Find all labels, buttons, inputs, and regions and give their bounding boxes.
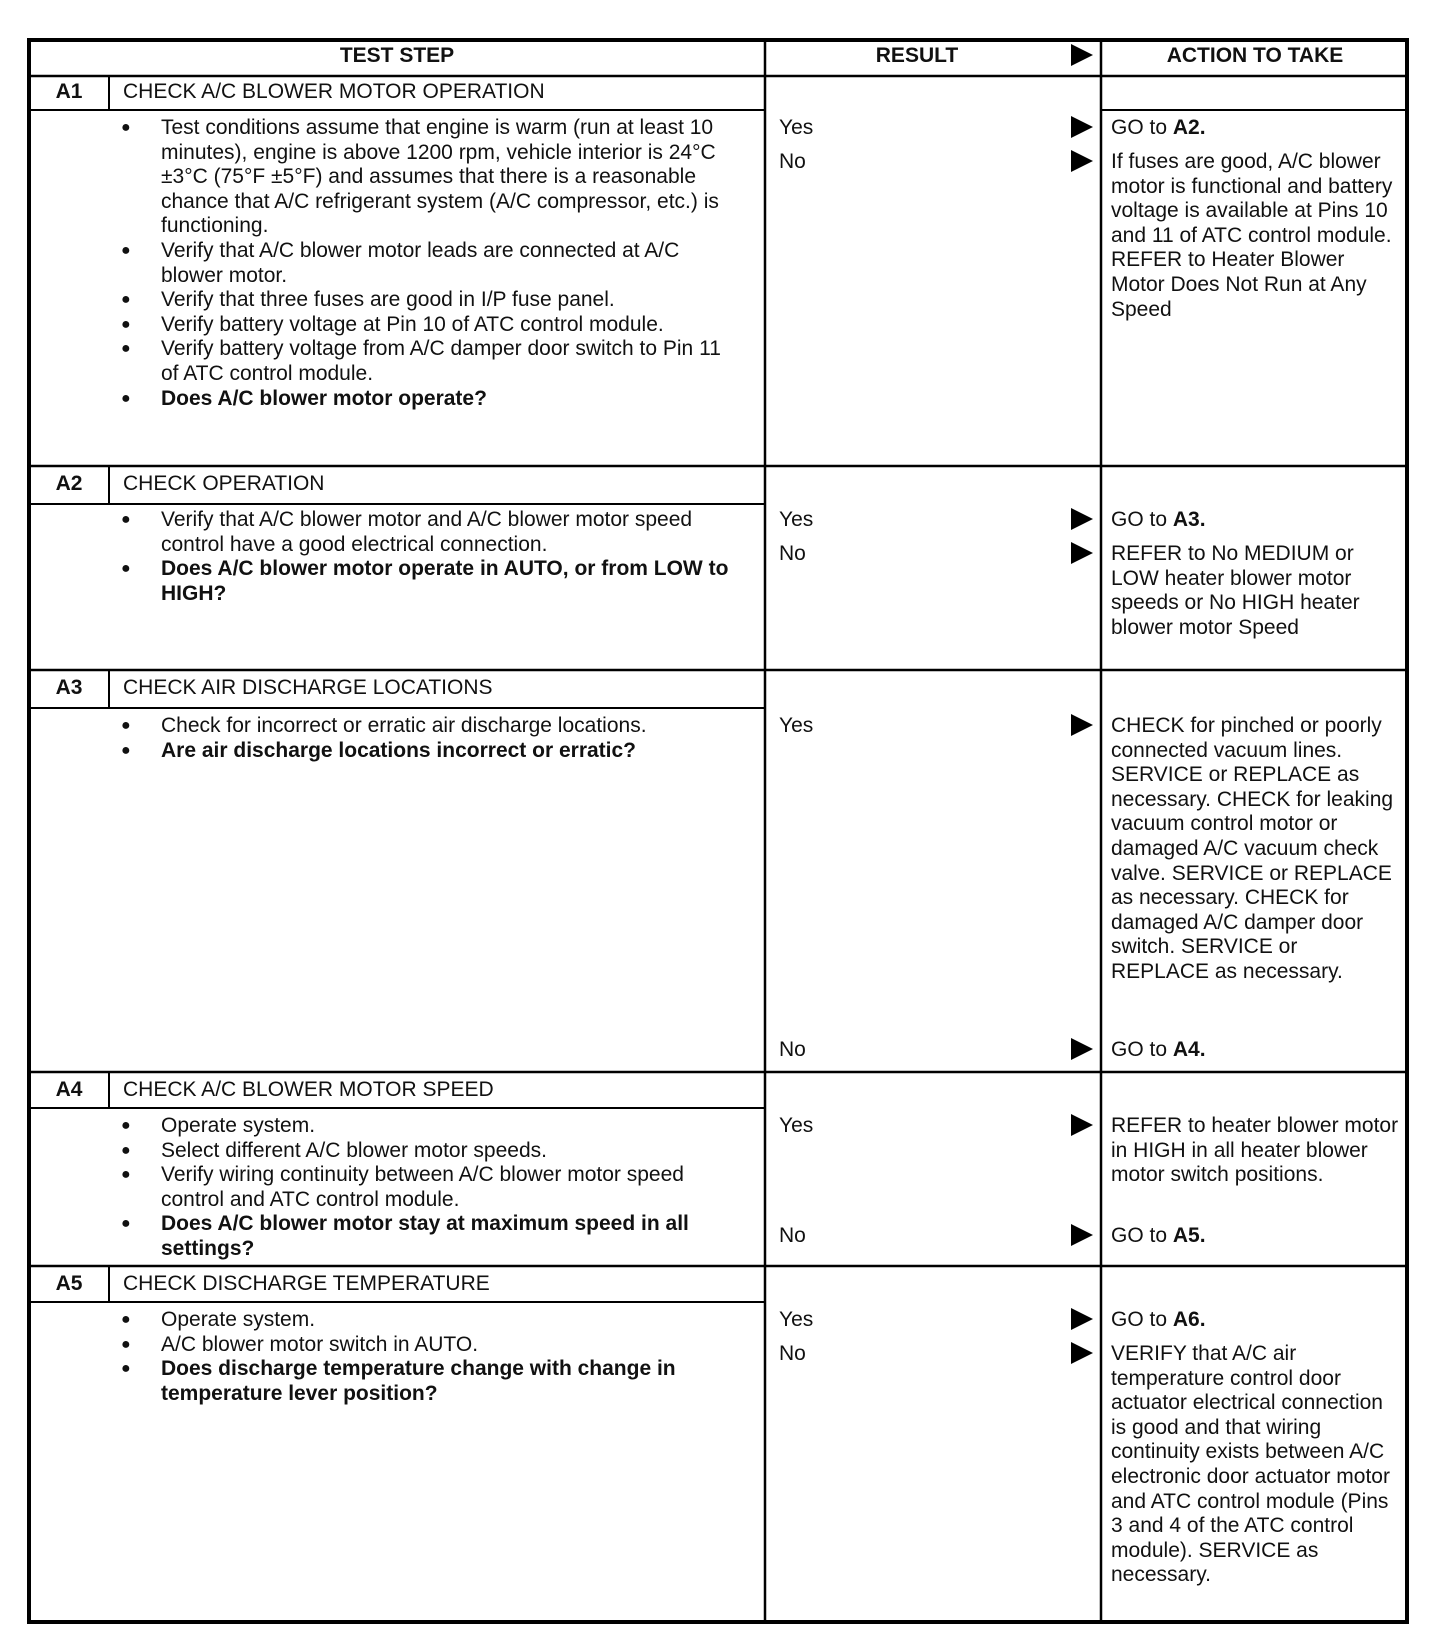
step-bullets <box>117 116 737 411</box>
bullet-item: ● Verify battery voltage from A/C damper door switch to Pin 11 of ATC control module. <box>117 337 737 386</box>
result-no: No <box>779 1224 806 1247</box>
step-title: CHECK AIR DISCHARGE LOCATIONS <box>123 676 493 699</box>
action-text: REFER to No MEDIUM or LOW heater blower motor speeds or No HIGH heater blower motor Speed <box>1111 542 1360 639</box>
bullet-question: ● Are air discharge locations incorrect or erratic? <box>117 739 737 764</box>
bullet-item: ● Select different A/C blower motor speeds. <box>117 1139 737 1164</box>
bullet-item: ● Check for incorrect or erratic air discharge locations. <box>117 714 737 739</box>
step-title: CHECK A/C BLOWER MOTOR OPERATION <box>123 80 545 103</box>
step-bullets <box>117 1308 737 1406</box>
header-arrow-icon <box>1071 44 1093 66</box>
arrow-icon <box>1071 116 1093 138</box>
arrow-icon <box>1071 508 1093 530</box>
result-yes: Yes <box>779 508 814 531</box>
step-id: A4 <box>55 1078 83 1101</box>
bullet-question: ● Does A/C blower motor operate? <box>117 387 737 412</box>
bullet-item: ● Operate system. <box>117 1308 737 1333</box>
bullet-item: ● Test conditions assume that engine is warm (run at least 10 minutes), engine is above 1200 rpm, vehicle interior is 24°C ±3°C (75°F ±5°F) and assumes that there is a reasonable chance that A/C refrigerant system (A/C compressor, etc.) is functioning. <box>117 116 737 239</box>
step-id: A2 <box>55 472 83 495</box>
diagnostic-table <box>27 38 1409 1624</box>
result-yes: Yes <box>779 116 814 139</box>
step-bullets <box>117 508 737 606</box>
step-bullets <box>117 714 737 763</box>
result-yes: Yes <box>779 1308 814 1331</box>
result-yes: Yes <box>779 1114 814 1137</box>
action-text: GO to A5. <box>1111 1224 1206 1247</box>
bullet-question: ● Does A/C blower motor operate in AUTO, or from LOW to HIGH? <box>117 557 737 606</box>
arrow-icon <box>1071 1308 1093 1330</box>
header-test-step: TEST STEP <box>339 44 455 67</box>
action-text: GO to A2. <box>1111 116 1206 139</box>
bullet-item: ● Verify wiring continuity between A/C blower motor speed control and ATC control module. <box>117 1163 737 1212</box>
arrow-icon <box>1071 1114 1093 1136</box>
bullet-item: ● Operate system. <box>117 1114 737 1139</box>
step-id: A3 <box>55 676 83 699</box>
result-yes: Yes <box>779 714 814 737</box>
bullet-item: ● A/C blower motor switch in AUTO. <box>117 1333 737 1358</box>
arrow-icon <box>1071 1224 1093 1246</box>
action-text: GO to A6. <box>1111 1308 1206 1331</box>
bullet-item: ● Verify that A/C blower motor and A/C blower motor speed control have a good electrical connection. <box>117 508 737 557</box>
arrow-icon <box>1071 150 1093 172</box>
step-title: CHECK A/C BLOWER MOTOR SPEED <box>123 1078 494 1101</box>
step-title: CHECK DISCHARGE TEMPERATURE <box>123 1272 490 1295</box>
result-no: No <box>779 1342 806 1365</box>
step-id: A1 <box>55 80 83 103</box>
bullet-item: ● Verify that A/C blower motor leads are connected at A/C blower motor. <box>117 239 737 288</box>
result-no: No <box>779 542 806 565</box>
result-no: No <box>779 1038 806 1061</box>
result-no: No <box>779 150 806 173</box>
action-text: GO to A3. <box>1111 508 1206 531</box>
bullet-question: ● Does discharge temperature change with change in temperature lever position? <box>117 1357 737 1406</box>
action-text: GO to A4. <box>1111 1038 1206 1061</box>
bullet-item: ● Verify that three fuses are good in I/P fuse panel. <box>117 288 737 313</box>
arrow-icon <box>1071 542 1093 564</box>
arrow-icon <box>1071 1038 1093 1060</box>
header-action: ACTION TO TAKE <box>1166 44 1344 67</box>
bullet-item: ● Verify battery voltage at Pin 10 of ATC control module. <box>117 313 737 338</box>
step-id: A5 <box>55 1272 83 1295</box>
arrow-icon <box>1071 1342 1093 1364</box>
action-text: If fuses are good, A/C blower motor is functional and battery voltage is available at Pins 10 and 11 of ATC control module. REFER to Heater Blower Motor Does Not Run at Any Speed <box>1111 150 1393 321</box>
header-result: RESULT <box>875 44 959 67</box>
action-text: CHECK for pinched or poorly connected vacuum lines. SERVICE or REPLACE as necessary. CHECK for leaking vacuum control motor or damaged A/C vacuum check valve. SERVICE or REPLACE as necessary. CHECK for damaged A/C damper door switch. SERVICE or REPLACE as necessary. <box>1111 714 1394 983</box>
step-title: CHECK OPERATION <box>123 472 325 495</box>
action-text: REFER to heater blower motor in HIGH in all heater blower motor switch positions. <box>1111 1114 1399 1187</box>
step-bullets <box>117 1114 737 1262</box>
arrow-icon <box>1071 714 1093 736</box>
bullet-question: ● Does A/C blower motor stay at maximum speed in all settings? <box>117 1212 737 1261</box>
action-text: VERIFY that A/C air temperature control door actuator electrical connection is good and that wiring continuity exists between A/C electronic door actuator motor and ATC control module (Pins 3 and 4 of the ATC control module). SERVICE as necessary. <box>1111 1342 1390 1587</box>
